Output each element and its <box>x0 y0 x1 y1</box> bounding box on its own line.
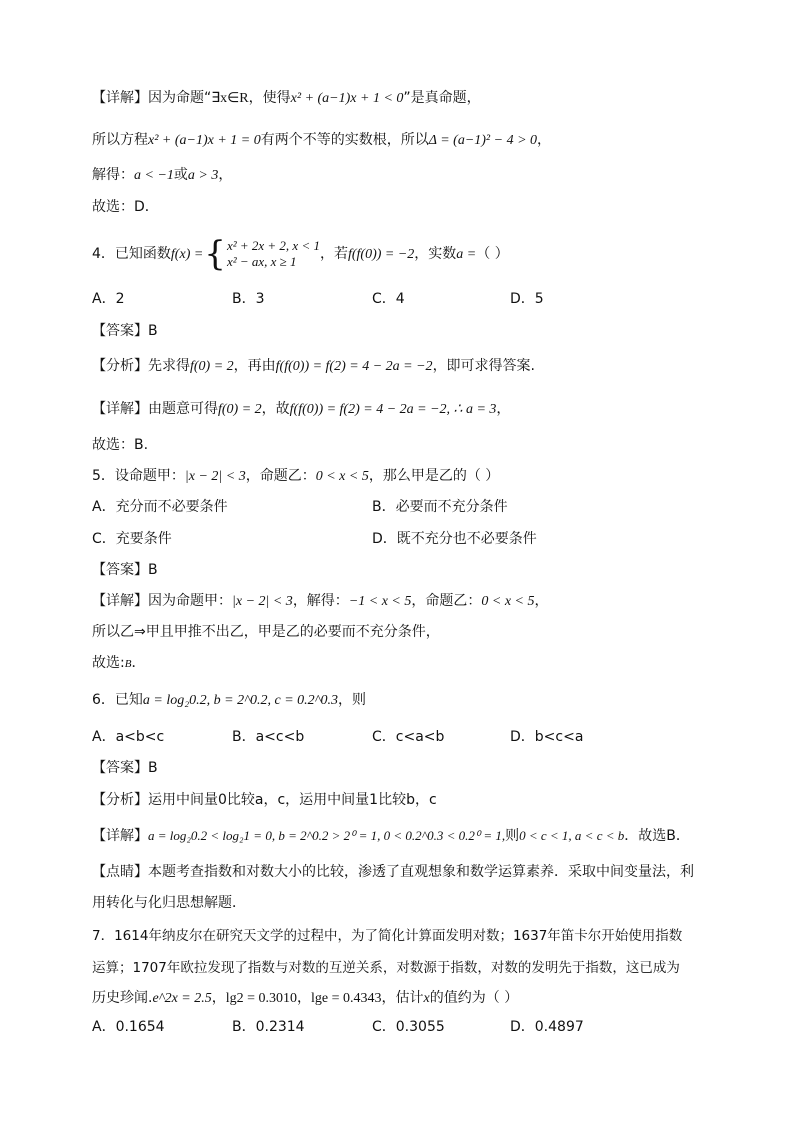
q4-option-a: A．2 <box>92 291 125 307</box>
q4-option-b: B．3 <box>232 291 265 307</box>
q4-detail: 【详解】由题意可得f(0) = 2，故f(f(0)) = f(2) = 4 − 2a = −2, ∴ a = 3， <box>92 401 511 417</box>
q7-option-a: A．0.1654 <box>92 1019 165 1035</box>
q6-option-d: D．b<c<a <box>510 729 584 745</box>
q7-option-d: D．0.4897 <box>510 1019 584 1035</box>
q3-equation-line: 所以方程x² + (a−1)x + 1 = 0有两个不等的实数根，所以Δ = (a−1)² − 4 > 0， <box>92 132 552 148</box>
q3-choose: 故选：D． <box>92 199 159 215</box>
q7-stem-line3: 历史珍闻.e^2x = 2.5，lg2 = 0.3010，lge = 0.4343，估计x的值约为（ ） <box>92 990 519 1006</box>
q5-option-c: C．充要条件 <box>92 531 172 547</box>
q7-stem-line1: 7．1614年纳皮尔在研究天文学的过程中，为了简化计算面发明对数；1637年笛卡尔开始使用指数 <box>92 928 683 944</box>
q7-option-c: C．0.3055 <box>372 1019 445 1035</box>
q6-analysis: 【分析】运用中间量0比较a，c，运用中间量1比较b，c <box>92 792 437 808</box>
q5-answer: 【答案】B <box>92 562 158 578</box>
q4-choose: 故选：B. <box>92 437 149 453</box>
q3-detail-line: 【详解】因为命题“∃x∈R，使得x² + (a−1)x + 1 < 0”是真命题， <box>92 90 481 106</box>
q7-stem-line2: 运算；1707年欧拉发现了指数与对数的互逆关系，对数源于指数，对数的发明先于指数，这已成为 <box>92 960 680 976</box>
q4-option-c: C．4 <box>372 291 405 307</box>
q5-stem: 5．设命题甲：|x − 2| < 3，命题乙：0 < x < 5，那么甲是乙的（ ） <box>92 468 500 484</box>
detail-tag: 【详解】 <box>92 90 148 106</box>
q6-answer: 【答案】B <box>92 760 158 776</box>
q6-detail: 【详解】a = log₂0.2 < log₂1 = 0, b = 2^0.2 > 2⁰ = 1, 0 < 0.2^0.3 < 0.2⁰ = 1,则0 < c < 1, a < c < b．故选B． <box>92 828 690 844</box>
q5-option-b: B．必要而不充分条件 <box>372 499 508 515</box>
q4-answer: 【答案】B <box>92 323 158 339</box>
q5-option-d: D．既不充分也不必要条件 <box>372 531 537 547</box>
q5-choose: 故选:B． <box>92 655 146 671</box>
q6-stem: 6．已知a = log₂0.2, b = 2^0.2, c = 0.2^0.3，则 <box>92 692 367 708</box>
q5-detail-line2: 所以乙⇒甲且甲推不出乙，甲是乙的必要而不充分条件， <box>92 624 440 640</box>
q3-solution-line: 解得：a < −1或a > 3， <box>92 167 233 183</box>
q4-option-d: D．5 <box>510 291 544 307</box>
q6-comment-line2: 用转化与化归思想解题． <box>92 895 246 911</box>
q6-option-b: B．a<c<b <box>232 729 305 745</box>
q4-stem: 4．已知函数f(x) ={ x² + 2x + 2, x < 1 x² − ax, x ≥ 1 ，若f(f(0)) = −2，实数a =（ ） <box>92 234 509 274</box>
q5-detail: 【详解】因为命题甲：|x − 2| < 3，解得：−1 < x < 5，命题乙：0 < x < 5， <box>92 593 549 609</box>
brace-symbol: { <box>204 234 226 274</box>
q4-analysis: 【分析】先求得f(0) = 2，再由f(f(0)) = f(2) = 4 − 2a = −2，即可求得答案. <box>92 358 536 374</box>
q5-option-a: A．充分而不必要条件 <box>92 499 228 515</box>
q7-option-b: B．0.2314 <box>232 1019 305 1035</box>
q6-option-c: C．c<a<b <box>372 729 445 745</box>
piecewise-cases: x² + 2x + 2, x < 1 x² − ax, x ≥ 1 <box>226 238 320 269</box>
q6-option-a: A．a<b<c <box>92 729 165 745</box>
q6-comment: 【点睛】本题考查指数和对数大小的比较，渗透了直观想象和数学运算素养．采取中间变量法，利 <box>92 864 694 880</box>
